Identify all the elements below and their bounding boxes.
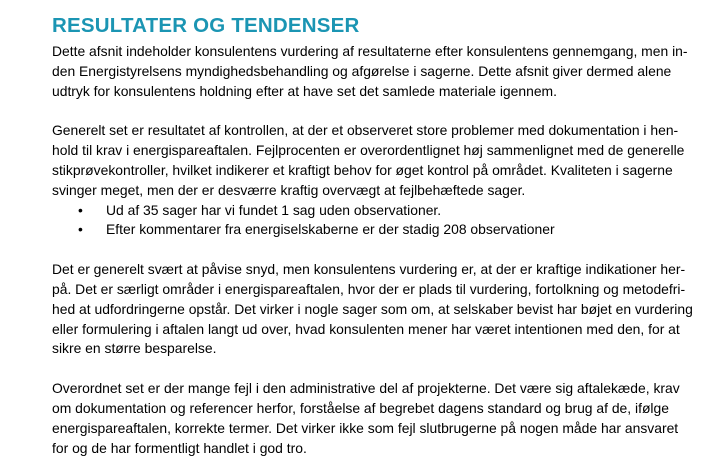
text-line: Dette afsnit indeholder konsulentens vurdering af resultaterne efter konsulentens gennemgang, men in- [52,43,688,59]
text-line: svinger meget, men der er desværre kraftig overvægt at fejlbehæftede sager. [52,181,526,198]
paragraph-spacer [52,240,712,260]
bullet-icon: • [78,201,83,218]
text-line: Generelt set er resultatet af kontrollen, at der et observeret store problemer med dokumentation i hen- [52,122,679,139]
text-line: energispareaftalen, korrekte termer. Det virker ikke som fejl slutbrugerne på nogen måde har ansvaret [52,419,679,436]
paragraph-spacer [52,359,712,379]
administrative-errors-paragraph [52,379,712,458]
text-line: Det er generelt svært at påvise snyd, men konsulentens vurdering er, at der er kraftige indikationer her- [52,261,686,278]
section-heading: RESULTATER OG TENDENSER [52,14,360,37]
text-line: om dokumentation og referencer herfor, forståelse af begrebet dagens standard og brug af de, ifølge [52,399,669,416]
text-line: eller formulering i aftalen langt ud over, hvad konsulenten mener har været intentionen med den, for at [52,320,680,337]
bullet-icon: • [78,221,83,238]
fraud-assessment-paragraph [52,260,712,359]
intro-paragraph [52,42,712,101]
text-line: sikre en større besparelse. [52,340,217,357]
text-line: udtryk for konsulentens holdning efter at have set det samlede materiale igennem. [52,82,557,99]
bullet-item [52,201,712,221]
text-line: den Energistyrelsens myndighedsbehandling og afgørelse i sagerne. Dette afsnit giver dermed alene [52,62,672,79]
bullet-text: Ud af 35 sager har vi fundet 1 sag uden observationer. [106,201,442,218]
control-results-paragraph [52,121,712,200]
text-line: for og de har formentligt handlet i god tro. [52,439,307,456]
bullet-item [52,220,712,240]
bullet-text: Efter kommentarer fra energiselskaberne er der stadig 208 observationer [106,221,555,238]
text-line: Overordnet set er der mange fejl i den administrative del af projekterne. Det være sig aftalekæde, krav [52,380,680,397]
text-line: på. Det er særligt områder i energispareaftalen, hvor der er plads til vurdering, fortolkning og metodefri- [52,280,686,297]
text-line: hed at udfordringerne opstår. Det virker i nogle sager som om, at selskaber bevist har bøjet en vurdering [52,300,693,317]
text-line: hold til krav i energispareaftalen. Fejlprocenten er overordentlignet høj sammenlignet med de generelle [52,142,685,159]
findings-bullet-list [52,201,712,241]
document-page [52,12,712,458]
paragraph-spacer [52,101,712,121]
text-line: stikprøvekontroller, hvilket indikerer et kraftigt behov for øget kontrol på området. Kvaliteten i sagerne [52,161,673,178]
